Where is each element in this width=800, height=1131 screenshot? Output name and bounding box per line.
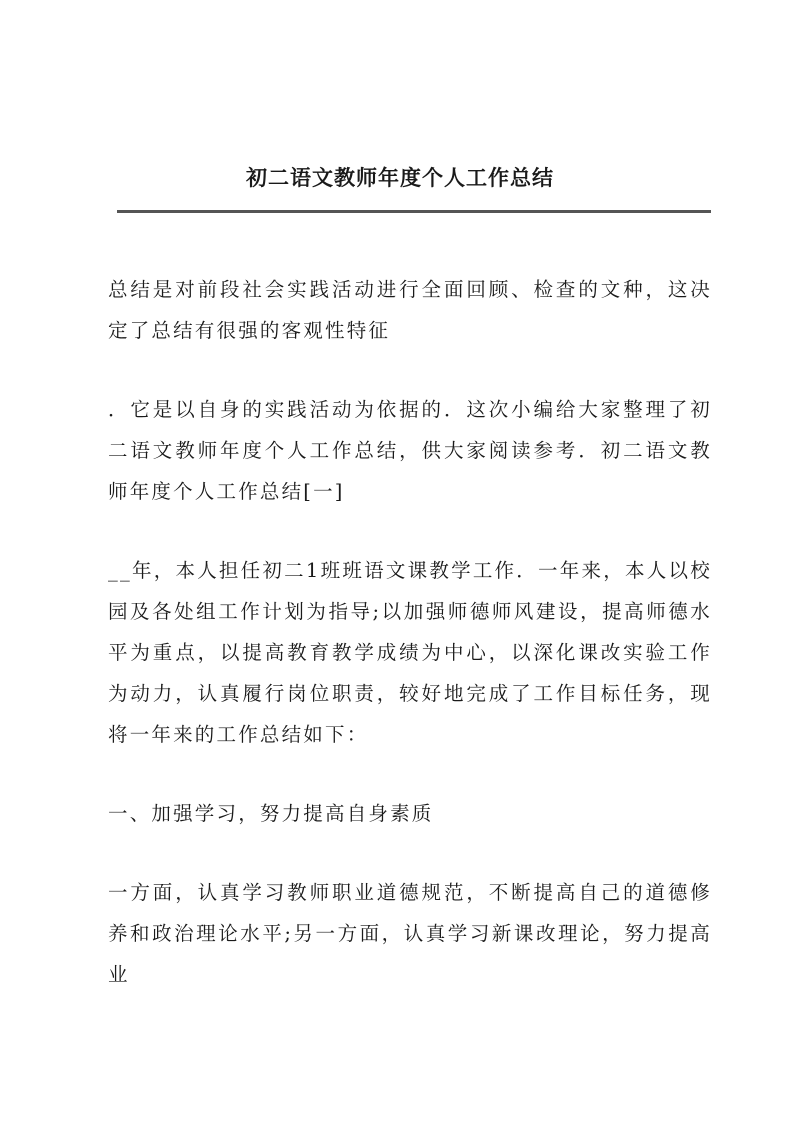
document-body bbox=[108, 269, 712, 1033]
paragraph-preface: ．它是以自身的实践活动为依据的．这次小编给大家整理了初二语文教师年度个人工作总结，供大家阅读参考．初二语文教师年度个人工作总结[一] bbox=[108, 398, 712, 503]
paragraph-study: 一方面，认真学习教师职业道德规范，不断提高自己的道德修养和政治理论水平;另一方面，认真学习新课改理论，努力提高业 bbox=[108, 881, 712, 986]
document-title: 初二语文教师年度个人工作总结 bbox=[246, 165, 554, 190]
paragraph-overview: __年，本人担任初二1班班语文课教学工作．一年来，本人以校园及各处组工作计划为指导;以加强师德师风建设，提高师德水平为重点，以提高教育教学成绩为中心，以深化课改实验工作为动力，认真履行岗位职责，较好地完成了工作目标任务，现将一年来的工作总结如下： bbox=[108, 559, 712, 746]
title-divider bbox=[117, 210, 711, 213]
section-heading: 一、加强学习，努力提高自身素质 bbox=[108, 802, 434, 825]
paragraph-intro: 总结是对前段社会实践活动进行全面回顾、检查的文种，这决定了总结有很强的客观性特征 bbox=[108, 278, 712, 342]
